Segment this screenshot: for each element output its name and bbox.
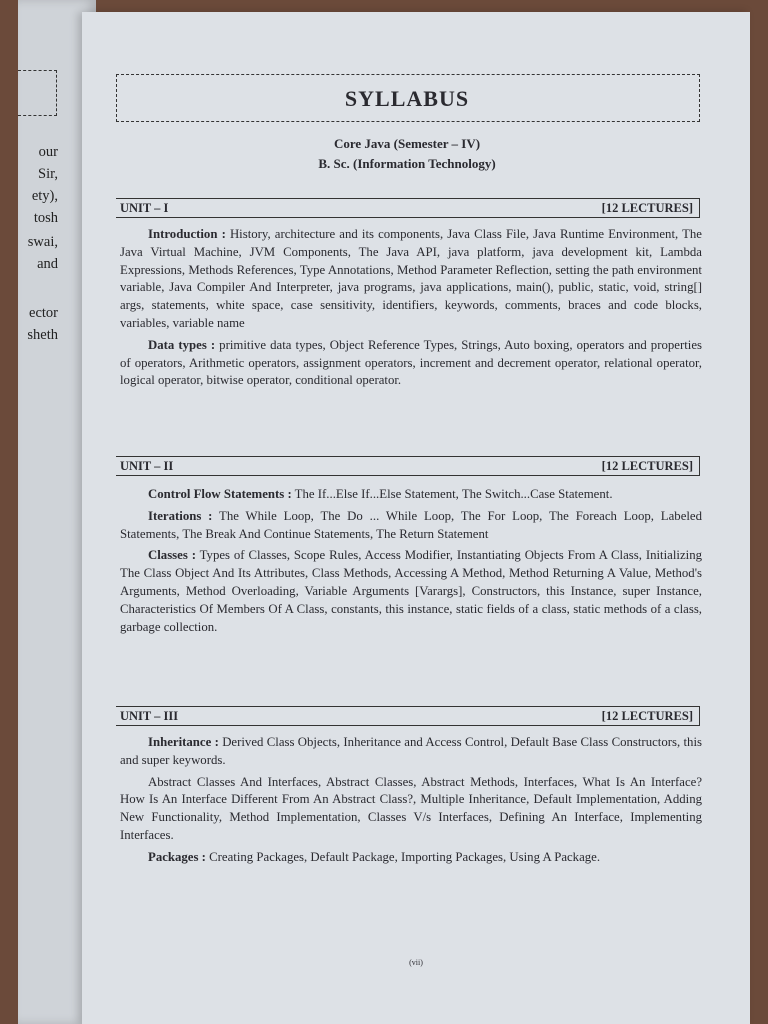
paragraph bbox=[120, 226, 702, 333]
unit-header bbox=[116, 198, 700, 218]
paragraph-text: primitive data types, Object Reference Types, Strings, Auto boxing, operators and properties of operators, Arithmetic operators, assignment operators, increment and decrement operator, relational operator, logical operator, bitwise operator, conditional operator. bbox=[120, 337, 702, 388]
paragraph-heading: Classes : bbox=[148, 548, 196, 563]
left-page-line: ector bbox=[29, 305, 58, 321]
paragraph-heading: Iterations : bbox=[148, 508, 213, 523]
paragraph bbox=[120, 508, 702, 544]
program-subtitle: B. Sc. (Information Technology) bbox=[318, 156, 496, 171]
paragraph-heading: Packages : bbox=[148, 849, 206, 864]
paragraph-text: The While Loop, The Do ... While Loop, The For Loop, The Foreach Loop, Labeled Statements, The Break And Continue Statements, The Return Statement bbox=[120, 508, 703, 541]
course-subtitle: Core Java (Semester – IV) bbox=[333, 136, 481, 151]
paragraph-text: History, architecture and its components, Java Class File, Java Runtime Environment, The Java Virtual Machine, JVM Components, The Java API, java platform, java development kit, Lambda Expressions, Methods References, Type Annotations, Method Parameter Reflection, setting the path environment variable, Java Compiler And Interpreter, java programs, java applications, main(), public, static, void, string[] args, statements, white space, case sensitivity, identifiers, keywords, comments, braces and code blocks, variables, variable name bbox=[120, 227, 702, 330]
unit-content bbox=[120, 734, 702, 871]
unit-content bbox=[120, 486, 702, 640]
paragraph-heading: Inheritance : bbox=[148, 735, 219, 749]
unit-name: UNIT – I bbox=[120, 200, 169, 215]
unit-header bbox=[116, 706, 700, 726]
paragraph-text: Types of Classes, Scope Rules, Access Modifier, Instantiating Objects From A Class, Initializing The Class Object And Its Attributes, Class Methods, Accessing A Method, Method Returning A Value, Method's Arguments, Method Overloading, Variable Arguments [Varargs], Constructors, this Instance, super Instance, Characteristics Of Members Of A Class, constants, this instance, static fields of a class, static methods of a class, garbage collection. bbox=[120, 548, 702, 634]
left-page-line: ety), bbox=[31, 188, 58, 204]
paragraph-heading: Introduction : bbox=[148, 227, 226, 241]
paragraph-text: Creating Packages, Default Package, Importing Packages, Using A Package. bbox=[205, 849, 601, 864]
paragraph-text: The If...Else If...Else Statement, The Switch...Case Statement. bbox=[291, 487, 613, 501]
left-page-line: tosh bbox=[33, 210, 58, 226]
left-page-dashed-frame bbox=[18, 70, 57, 116]
paragraph bbox=[120, 849, 702, 867]
paragraph bbox=[120, 486, 702, 504]
left-page-line: our bbox=[38, 144, 58, 160]
left-page-line: sheth bbox=[27, 327, 58, 343]
unit-name: UNIT – II bbox=[120, 458, 174, 473]
unit-lectures: [12 LECTURES] bbox=[601, 708, 693, 723]
paragraph bbox=[120, 337, 702, 390]
left-page-line: Sir, bbox=[38, 166, 58, 182]
unit-name: UNIT – III bbox=[120, 708, 179, 723]
unit-lectures: [12 LECTURES] bbox=[601, 200, 693, 215]
unit-header bbox=[116, 456, 700, 476]
paragraph bbox=[120, 734, 702, 770]
page-number: (vii) bbox=[409, 958, 423, 967]
paragraph-heading: Data types : bbox=[148, 337, 216, 352]
unit-content bbox=[120, 226, 702, 394]
left-page-line: swai, bbox=[27, 234, 58, 250]
paragraph-text: Derived Class Objects, Inheritance and Access Control, Default Base Class Constructors, this and super keywords. bbox=[120, 735, 702, 767]
paragraph-text: Abstract Classes And Interfaces, Abstract Classes, Abstract Methods, Interfaces, What Is An Interface? How Is An Interface Different From An Abstract Class?, Multiple Inheritance, Default Implementation, Adding New Functionality, Method Implementation, Classes V/s Interfaces, Defining An Interface, Implementing Interfaces. bbox=[120, 774, 702, 842]
paragraph-heading: Control Flow Statements : bbox=[148, 487, 292, 501]
paragraph bbox=[120, 774, 702, 845]
paragraph bbox=[120, 547, 702, 636]
left-page-line: and bbox=[37, 256, 58, 272]
page-title: SYLLABUS bbox=[344, 86, 470, 111]
unit-lectures: [12 LECTURES] bbox=[601, 458, 693, 473]
